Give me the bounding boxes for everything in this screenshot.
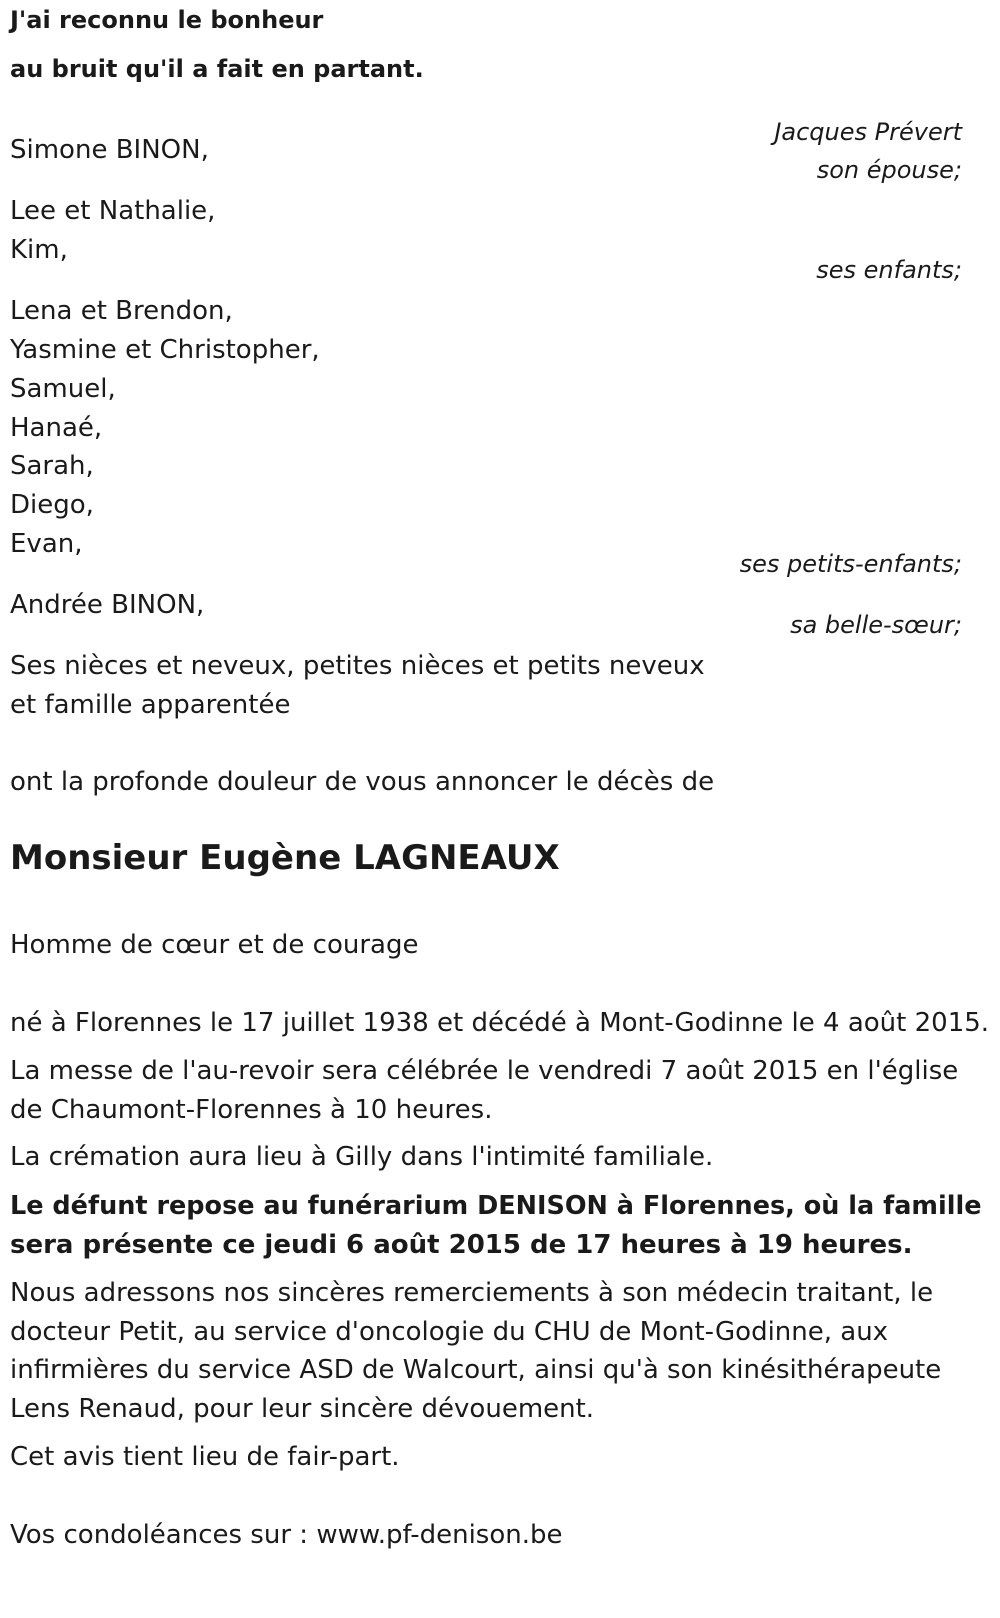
grandchild-name: Evan, xyxy=(10,529,83,559)
grandchild-name: Yasmine et Christopher, xyxy=(10,335,320,365)
grandchildren-relation: ses petits-enfants; xyxy=(739,550,962,578)
quote-line-2: au bruit qu'il a fait en partant. xyxy=(10,55,424,83)
condolences-line xyxy=(10,1515,563,1555)
condolences-label: Vos condoléances sur : xyxy=(10,1520,317,1550)
thanks-line: Nous adressons nos sincères remerciements à son médecin traitant, le xyxy=(10,1278,934,1308)
visitation-line: sera présente ce jeudi 6 août 2015 de 17 heures à 19 heures. xyxy=(10,1230,913,1260)
deceased-name: Monsieur Eugène LAGNEAUX xyxy=(10,838,560,878)
mass-line: de Chaumont-Florennes à 10 heures. xyxy=(10,1095,493,1125)
notice: Cet avis tient lieu de fair-part. xyxy=(10,1442,400,1472)
spouse-name: Simone BINON, xyxy=(10,135,209,165)
thanks-line: infirmières du service ASD de Walcourt, ainsi qu'à son kinésithérapeute xyxy=(10,1355,942,1385)
extended-family-line: Ses nièces et neveux, petites nièces et petits neveux xyxy=(10,651,705,681)
quote-author: Jacques Prévert xyxy=(774,118,962,146)
cremation: La crémation aura lieu à Gilly dans l'intimité familiale. xyxy=(10,1142,714,1172)
child-name: Kim, xyxy=(10,235,68,265)
grandchild-name: Sarah, xyxy=(10,451,94,481)
quote-line-1: J'ai reconnu le bonheur xyxy=(10,6,324,34)
announcement: ont la profonde douleur de vous annoncer le décès de xyxy=(10,767,715,797)
sister-in-law-name: Andrée BINON, xyxy=(10,590,205,620)
grandchild-name: Lena et Brendon, xyxy=(10,296,233,326)
deceased-tagline: Homme de cœur et de courage xyxy=(10,930,419,960)
thanks-line: Lens Renaud, pour leur sincère dévouement. xyxy=(10,1394,595,1424)
sister-in-law-relation: sa belle-sœur; xyxy=(790,611,962,639)
extended-family-line: et famille apparentée xyxy=(10,690,291,720)
grandchild-name: Samuel, xyxy=(10,374,116,404)
children-relation: ses enfants; xyxy=(816,256,962,284)
birth-death: né à Florennes le 17 juillet 1938 et décédé à Mont-Godinne le 4 août 2015. xyxy=(10,1008,990,1038)
visitation-line: Le défunt repose au funérarium DENISON à Florennes, où la famille xyxy=(10,1191,982,1221)
thanks-line: docteur Petit, au service d'oncologie du CHU de Mont-Godinne, aux xyxy=(10,1317,889,1347)
grandchild-name: Hanaé, xyxy=(10,413,103,443)
condolences-link[interactable]: www.pf-denison.be xyxy=(316,1520,563,1550)
spouse-relation: son épouse; xyxy=(816,156,962,184)
mass-line: La messe de l'au-revoir sera célébrée le vendredi 7 août 2015 en l'église xyxy=(10,1056,959,1086)
grandchild-name: Diego, xyxy=(10,490,94,520)
child-name: Lee et Nathalie, xyxy=(10,196,216,226)
